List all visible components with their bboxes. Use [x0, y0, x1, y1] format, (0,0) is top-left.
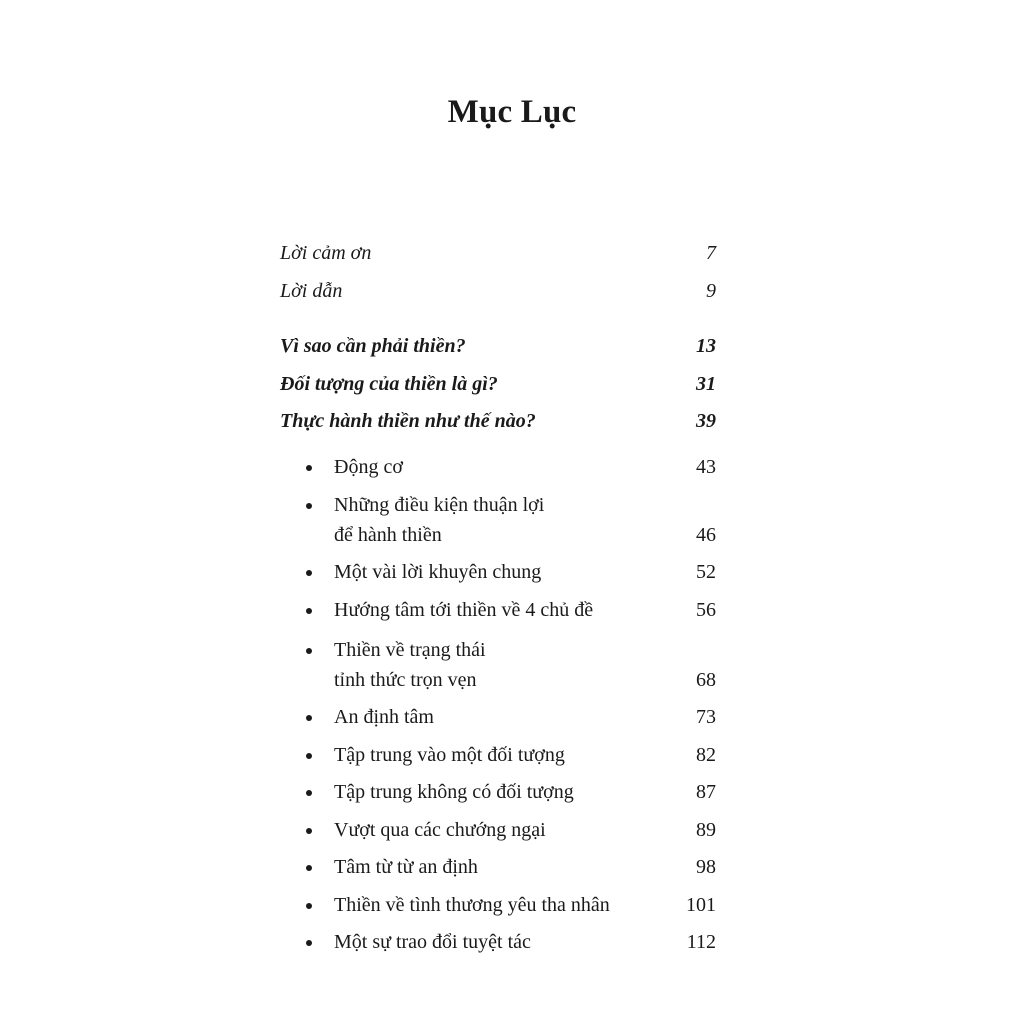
toc-section-2: [306, 490, 716, 550]
toc-chapter-2: [280, 374, 716, 394]
toc-chapter-page: 13: [696, 335, 716, 357]
toc-section-page: 89: [696, 819, 716, 841]
toc-section-3: [306, 557, 716, 587]
toc-section-page: 56: [696, 599, 716, 621]
toc-section-label: Vượt qua các chướng ngại: [334, 819, 546, 841]
bullet-icon: [306, 503, 312, 509]
toc-section-page: 68: [696, 669, 716, 691]
toc-section-label: Động cơ: [334, 456, 403, 478]
toc-section-page: 82: [696, 744, 716, 766]
bullet-icon: [306, 940, 312, 946]
toc-entry-front-1: [280, 243, 716, 263]
toc-section-9: [306, 815, 716, 845]
toc-entry-page: 7: [706, 242, 716, 264]
bullet-icon: [306, 753, 312, 759]
bullet-icon: [306, 648, 312, 654]
bullet-icon: [306, 828, 312, 834]
toc-section-label-line: để hành thiền: [334, 524, 442, 546]
toc-section-label: An định tâm: [334, 706, 434, 728]
bullet-icon: [306, 903, 312, 909]
toc-section-page: 73: [696, 706, 716, 728]
toc-section-11: [306, 890, 716, 920]
toc-chapter-3: [280, 411, 716, 431]
toc-section-label: Thiền về tình thương yêu tha nhân: [334, 894, 610, 916]
toc-section-label: [306, 635, 486, 695]
toc-section-4: [306, 595, 716, 625]
toc-chapter-page: 39: [696, 410, 716, 432]
toc-section-label-line: Thiền về trạng thái: [334, 639, 486, 661]
toc-section-page: 101: [686, 894, 716, 916]
toc-chapter-page: 31: [696, 373, 716, 395]
toc-chapter-1: [280, 336, 716, 356]
toc-section-page: 112: [686, 931, 716, 953]
bullet-icon: [306, 790, 312, 796]
bullet-icon: [306, 865, 312, 871]
toc-section-label: Một sự trao đổi tuyệt tác: [334, 931, 531, 953]
toc-section-page: 87: [696, 781, 716, 803]
toc-section-page: 98: [696, 856, 716, 878]
toc-entry-front-2: [280, 281, 716, 301]
toc-entry-label: Lời cảm ơn: [280, 242, 372, 264]
toc-section-label: Tập trung vào một đối tượng: [334, 744, 565, 766]
bullet-icon: [306, 715, 312, 721]
toc-section-12: [306, 927, 716, 957]
toc-section-10: [306, 852, 716, 882]
toc-section-8: [306, 777, 716, 807]
toc-section-6: [306, 702, 716, 732]
table-of-contents: [280, 0, 716, 1024]
bullet-icon: [306, 465, 312, 471]
toc-section-7: [306, 740, 716, 770]
toc-section-5: [306, 635, 716, 695]
toc-section-label: [306, 490, 544, 550]
toc-entry-label: Lời dẫn: [280, 280, 343, 302]
toc-section-label-line: tỉnh thức trọn vẹn: [334, 669, 477, 691]
toc-section-label: Tập trung không có đối tượng: [334, 781, 574, 803]
toc-chapter-label: Đối tượng của thiền là gì?: [280, 373, 498, 395]
toc-section-label: Một vài lời khuyên chung: [334, 561, 542, 583]
toc-section-page: 43: [696, 456, 716, 478]
bullet-icon: [306, 570, 312, 576]
toc-section-page: 46: [696, 524, 716, 546]
toc-section-1: [306, 452, 716, 482]
toc-section-page: 52: [696, 561, 716, 583]
toc-section-label-line: Những điều kiện thuận lợi: [334, 494, 545, 516]
toc-entry-page: 9: [706, 280, 716, 302]
page-title: Mục Lục: [447, 94, 577, 130]
toc-chapter-label: Vì sao cần phải thiền?: [280, 335, 466, 357]
toc-section-label: Hướng tâm tới thiền về 4 chủ đề: [334, 599, 594, 621]
toc-section-label: Tâm từ từ an định: [334, 856, 478, 878]
toc-chapter-label: Thực hành thiền như thế nào?: [280, 410, 536, 432]
bullet-icon: [306, 608, 312, 614]
